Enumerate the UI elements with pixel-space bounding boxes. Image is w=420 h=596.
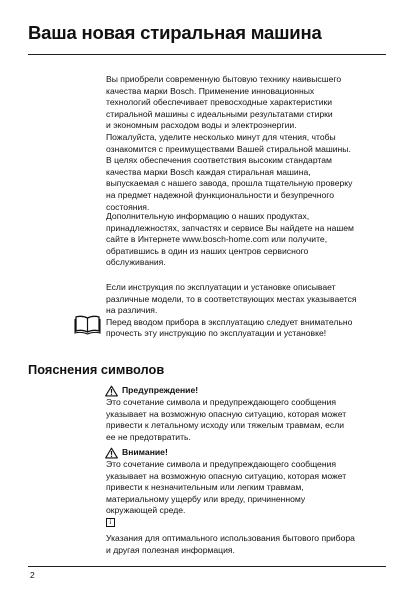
caution-heading (106, 446, 396, 459)
intro-paragraph-website (106, 211, 396, 269)
header-rule (28, 54, 386, 55)
text-line: Дополнительную информацию о наших продуктах, (106, 211, 310, 221)
text-line: прочесть эту инструкцию по эксплуатации и установке! (106, 328, 327, 339)
caution-label: Внимание! (122, 446, 168, 457)
text-line: привести к летальному исходу или тяжелым травмам, если (106, 420, 345, 431)
intro-paragraph-quality (106, 74, 396, 213)
text-line: указывает на возможную опасную ситуацию, которая может (106, 408, 347, 419)
text-line: принадлежностях, запчастях и сервисе Вы найдете на нашем (106, 222, 354, 233)
info-block (106, 533, 396, 556)
warning-heading (106, 384, 396, 397)
text-line: окружающей среде. (106, 505, 186, 516)
text-line: и другая полезная информация. (106, 544, 235, 555)
warning-triangle-icon (105, 385, 118, 397)
text-line: указывает на возможную опасную ситуацию, которая может (106, 470, 347, 481)
warning-block (106, 384, 396, 443)
text-line: технологий обеспечивает превосходные характеристики (106, 97, 333, 108)
text-line: различные модели, то в соответствующих местах указывается (106, 293, 357, 304)
page-title: Ваша новая стиральная машина (28, 22, 322, 43)
text-line: ее не предотвратить. (106, 431, 191, 442)
text-line: качества марки Bosch. Применение инновационных (106, 85, 315, 96)
text-line: обратившись в один из наших центров сервисного (106, 245, 309, 256)
section-heading-symbols: Пояснения символов (28, 362, 165, 377)
text-line: Если инструкция по эксплуатации и установке описывает (106, 282, 336, 292)
intro-paragraph-models (106, 282, 396, 340)
text-line: стиральной машины с идеальными результатами стирки (106, 108, 333, 119)
book-icon (74, 314, 101, 335)
text-line: качества марки Bosch каждая стиральная машина, (106, 166, 311, 177)
text-line: выпускаемая с нашего завода, прошла тщательную проверку (106, 178, 353, 189)
text-line: привести к незначительным или легким травмам, (106, 482, 304, 493)
text-line: Перед вводом прибора в эксплуатацию следует внимательно (106, 316, 353, 327)
info-icon: i (106, 518, 115, 527)
caution-block (106, 446, 396, 517)
text-line: Пожалуйста, уделите несколько минут для чтения, чтобы (106, 131, 336, 142)
text-line: Это сочетание символа и предупреждающего сообщения (106, 459, 337, 469)
text-line: В целях обеспечения соответствия высоким стандартам (106, 155, 332, 166)
footer-rule (28, 566, 386, 567)
warning-triangle-icon (105, 447, 118, 459)
warning-label: Предупреждение! (122, 384, 199, 395)
text-line: материальному ущербу или вреду, причиненному (106, 493, 306, 504)
text-line: сайте в Интернете www.bosch-home.com или получите, (106, 234, 328, 245)
text-line: на предмет надежной функциональности и безупречного (106, 189, 335, 200)
text-line: обслуживания. (106, 257, 166, 268)
page-number: 2 (30, 570, 35, 580)
text-line: Это сочетание символа и предупреждающего сообщения (106, 397, 337, 407)
text-line: состояния. (106, 201, 150, 212)
text-line: и экономным расходом воды и электроэнергии. (106, 120, 297, 131)
text-line: Указания для оптимального использования бытового прибора (106, 533, 355, 543)
text-line: ознакомится с преимуществами Вашей стиральной машины. (106, 143, 351, 154)
text-line: на различия. (106, 305, 158, 316)
text-line: Вы приобрели современную бытовую технику наивысшего (106, 74, 342, 84)
